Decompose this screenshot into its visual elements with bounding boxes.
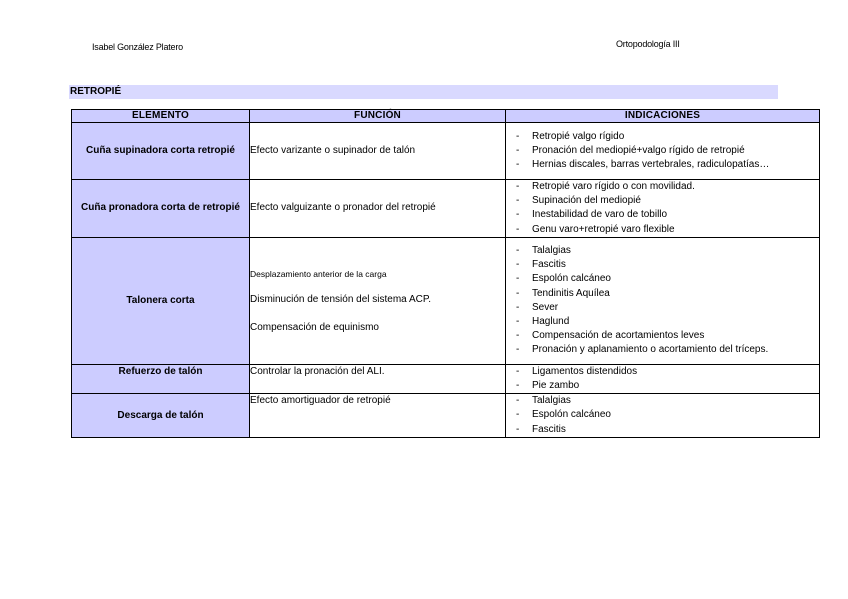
indication-item: - Haglund xyxy=(506,315,813,329)
indication-item: - Hernias discales, barras vertebrales, radiculopatías… xyxy=(506,158,813,172)
table-header-row xyxy=(72,110,820,123)
indication-item: - Fascitis xyxy=(506,258,813,272)
indication-item: - Retropié valgo rígido xyxy=(506,130,813,144)
table-row xyxy=(72,123,820,180)
indication-item: - Talalgias xyxy=(506,394,813,408)
table-row xyxy=(72,180,820,238)
indication-item: - Fascitis xyxy=(506,423,813,437)
column-header-indicaciones: INDICACIONES xyxy=(506,110,820,123)
function-line: Compensación de equinismo xyxy=(250,321,379,333)
indications-cell xyxy=(506,394,820,438)
element-cell: Descarga de talón xyxy=(72,394,250,438)
function-cell xyxy=(250,237,506,364)
indication-item: - Sever xyxy=(506,301,813,315)
indication-item: - Supinación del mediopié xyxy=(506,194,813,208)
indication-item: - Inestabilidad de varo de tobillo xyxy=(506,208,813,222)
element-cell: Cuña supinadora corta retropié xyxy=(72,123,250,180)
header-author: Isabel González Platero xyxy=(92,42,183,52)
element-cell: Cuña pronadora corta de retropié xyxy=(72,180,250,238)
section-title: RETROPIÉ xyxy=(70,86,122,97)
function-cell xyxy=(250,364,506,393)
indication-item: - Tendinitis Aquílea xyxy=(506,287,813,301)
indication-item: - Pie zambo xyxy=(506,379,813,393)
element-cell: Talonera corta xyxy=(72,237,250,364)
indication-item: - Pronación y aplanamiento o acortamiento del tríceps. xyxy=(506,343,813,357)
indication-item: - Genu varo+retropié varo flexible xyxy=(506,223,813,237)
function-cell xyxy=(250,123,506,180)
indications-cell xyxy=(506,237,820,364)
function-line: Disminución de tensión del sistema ACP. xyxy=(250,293,432,305)
indication-item: - Ligamentos distendidos xyxy=(506,365,813,379)
function-line: Efecto varizante o supinador de talón xyxy=(250,145,416,156)
table-row xyxy=(72,394,820,438)
indications-cell xyxy=(506,180,820,238)
indication-item: - Compensación de acortamientos leves xyxy=(506,329,813,343)
function-line: Desplazamiento anterior de la carga xyxy=(250,268,387,279)
column-header-elemento: ELEMENTO xyxy=(72,110,250,123)
column-header-funcion: FUNCIÓN xyxy=(250,110,506,123)
table-row xyxy=(72,364,820,393)
indication-item: - Pronación del mediopié+valgo rígido de retropié xyxy=(506,144,813,158)
function-line: Efecto amortiguador de retropié xyxy=(250,395,391,407)
indication-item: - Espolón calcáneo xyxy=(506,272,813,286)
retropie-table xyxy=(71,109,820,438)
function-cell xyxy=(250,180,506,238)
function-line: Controlar la pronación del ALI. xyxy=(250,365,385,377)
function-line: Efecto valguizante o pronador del retropié xyxy=(250,202,436,214)
indications-cell xyxy=(506,364,820,393)
element-cell: Refuerzo de talón xyxy=(72,364,250,393)
indication-item: - Talalgias xyxy=(506,244,813,258)
indication-item: - Retropié varo rígido o con movilidad. xyxy=(506,180,813,194)
section-bar xyxy=(69,85,778,99)
header-course: Ortopodología III xyxy=(616,39,680,49)
indication-item: - Espolón calcáneo xyxy=(506,408,813,422)
function-cell xyxy=(250,394,506,438)
table-row xyxy=(72,237,820,364)
indications-cell xyxy=(506,123,820,180)
